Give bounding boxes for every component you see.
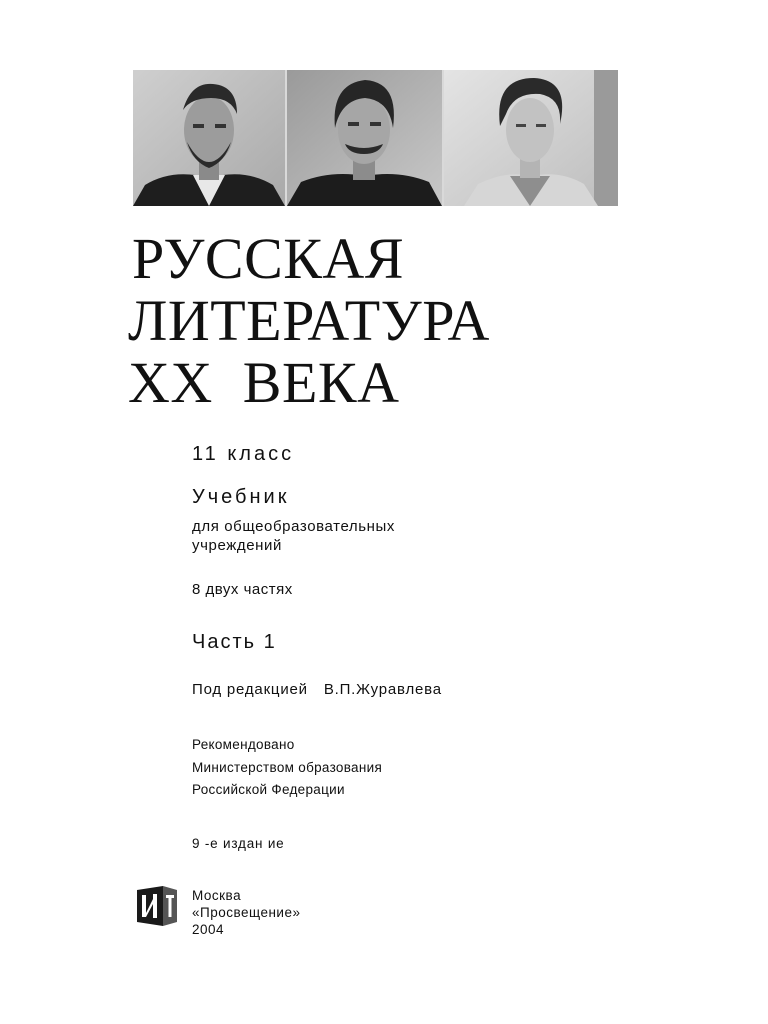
portrait-photo-mustached-man-icon <box>287 70 442 206</box>
recommendation-line-1: Рекомендовано <box>192 737 295 752</box>
purpose-text <box>192 517 395 555</box>
portrait-strip <box>133 70 618 206</box>
part-label: Часть 1 <box>192 631 277 653</box>
grade-label: 11 класс <box>192 443 295 465</box>
book-title <box>128 228 490 414</box>
book-title-line-3: XX ВЕКА <box>128 350 400 415</box>
editor-line <box>192 681 442 698</box>
publisher-name: «Просвещение» <box>192 905 301 920</box>
publisher-city: Москва <box>192 888 242 903</box>
prosveshchenie-logo-icon <box>133 884 179 928</box>
book-title-line-2: ЛИТЕРАТУРА <box>128 288 490 353</box>
editor-label: Под редакцией <box>192 681 308 698</box>
portrait-photo-curly-haired-man-icon <box>444 70 618 206</box>
recommendation-line-3: Российской Федерации <box>192 782 345 797</box>
publisher-info <box>192 887 300 938</box>
purpose-line-1: для общеобразовательных <box>192 518 396 535</box>
book-title-line-1: РУССКАЯ <box>132 226 405 291</box>
portrait-photo-bearded-man-icon <box>133 70 285 206</box>
publisher-year: 2004 <box>192 922 225 937</box>
edition-label: 9 -е издан ие <box>192 836 285 851</box>
editor-name: В.П.Журавлева <box>323 681 442 698</box>
recommendation-text <box>192 734 382 802</box>
book-type-label: Учебник <box>192 486 290 508</box>
parts-count-text: 8 двух частях <box>192 581 293 598</box>
purpose-line-2: учреждений <box>192 537 283 554</box>
recommendation-line-2: Министерством образования <box>192 759 383 775</box>
